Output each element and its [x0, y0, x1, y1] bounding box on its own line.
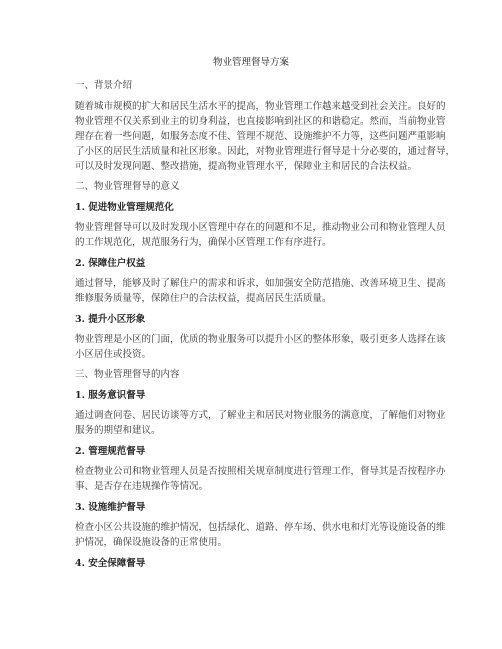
paragraph-line: 物业管理不仅关系到业主的切身利益，也直接影响到社区的和谐稳定。然而，当前物业管: [75, 116, 446, 127]
paragraph-line: 维修服务质量等，保障住户的合法权益，提高居民生活质量。: [75, 293, 332, 304]
paragraph-line: 通过调查问卷、居民访谈等方式，了解业主和居民对物业服务的满意度，了解他们对物业: [75, 410, 446, 421]
subheading: 3. 设施维护督导: [75, 502, 146, 513]
paragraph-line: 物业管理督导可以及时发现小区管理中存在的问题和不足，推动物业公司和物业管理人员: [75, 222, 446, 233]
section-heading-content: 三、物业管理督导的内容: [75, 369, 180, 380]
subheading: 4. 安全保障督导: [75, 558, 146, 569]
paragraph-line: 检查物业公司和物业管理人员是否按照相关规章制度进行管理工作，督导其是否按程序办: [75, 466, 446, 477]
paragraph-line: 通过督导，能够及时了解住户的需求和诉求，如加强安全防范措施、改善环境卫生、提高: [75, 278, 446, 289]
paragraph-line: 小区居住或投资。: [75, 349, 152, 360]
paragraph-line: 事、是否存在违规操作等情况。: [75, 481, 209, 492]
subheading: 1. 促进物业管理规范化: [75, 202, 174, 213]
paragraph-line: 可以及时发现问题、整改措施，提高物业管理水平，保障业主和居民的合法权益。: [75, 161, 418, 172]
paragraph-line: 了小区的居民生活质量和社区形象。因此，对物业管理进行督导是十分必要的，通过督导，: [75, 146, 456, 157]
subheading: 1. 服务意识督导: [75, 390, 146, 401]
paragraph-line: 检查小区公共设施的维护情况，包括绿化、道路、停车场、供水电和灯光等设施设备的维: [75, 522, 446, 533]
section-heading-background: 一、背景介绍: [75, 80, 133, 91]
paragraph-line: 随着城市规模的扩大和居民生活水平的提高，物业管理工作越来越受到社会关注。良好的: [75, 101, 446, 112]
subheading: 2. 管理规范督导: [75, 446, 146, 457]
paragraph-line: 理存在着一些问题，如服务态度不佳、管理不规范、设施维护不力等，这些问题严重影响: [75, 131, 446, 142]
paragraph-line: 的工作规范化，规范服务行为，确保小区管理工作有序进行。: [75, 237, 332, 248]
paragraph-line: 护情况，确保设施设备的正常使用。: [75, 537, 228, 548]
section-heading-significance: 二、物业管理督导的意义: [75, 181, 180, 192]
paragraph-line: 服务的期望和建议。: [75, 425, 161, 436]
subheading: 3. 提升小区形象: [75, 314, 146, 325]
subheading: 2. 保障住户权益: [75, 258, 146, 269]
paragraph-line: 物业管理是小区的门面，优质的物业服务可以提升小区的整体形象，吸引更多人选择在该: [75, 334, 446, 345]
document-title: 物业管理督导方案: [212, 57, 289, 68]
